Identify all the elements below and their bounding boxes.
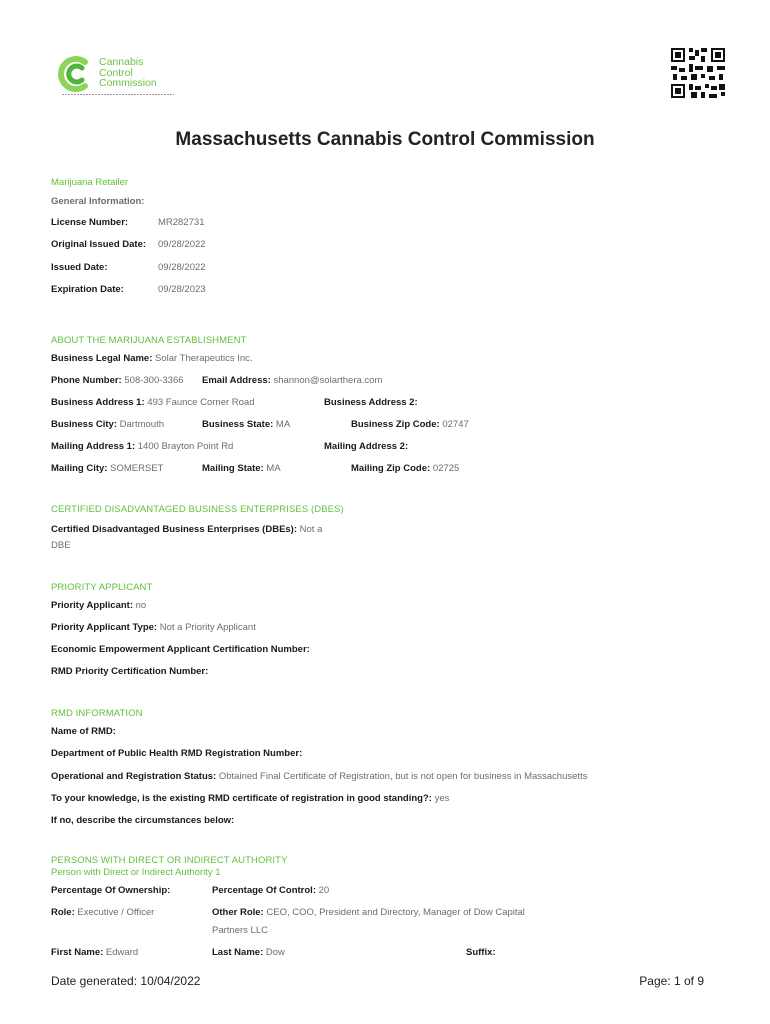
dbe-field xyxy=(51,524,322,535)
footer-page-number: Page: 1 of 9 xyxy=(639,974,704,988)
priority-applicant-label: Priority Applicant: xyxy=(51,600,133,611)
mailing-address-2-label: Mailing Address 2: xyxy=(324,441,409,452)
first-name-value: Edward xyxy=(105,947,139,958)
expiration-date-label: Expiration Date: xyxy=(51,284,124,295)
original-issued-label: Original Issued Date: xyxy=(51,239,147,250)
legal-name-label: Business Legal Name: xyxy=(51,353,153,364)
expiration-date-value: 09/28/2023 xyxy=(158,284,206,295)
control-label: Percentage Of Control: xyxy=(212,885,316,896)
business-zip-field xyxy=(351,419,469,430)
email-value: shannon@solarthera.com xyxy=(273,375,383,386)
mailing-address-1-label: Mailing Address 1: xyxy=(51,441,136,452)
logo-line-3: Commission xyxy=(99,77,157,89)
mailing-city-value: SOMERSET xyxy=(110,463,164,474)
issued-date-value: 09/28/2022 xyxy=(158,262,206,273)
dbe-value-line-1: Not a xyxy=(299,524,323,535)
original-issued-value: 09/28/2022 xyxy=(158,239,206,250)
circumstances-label: If no, describe the circumstances below: xyxy=(51,815,235,826)
business-address-1-value: 493 Faunce Corner Road xyxy=(147,397,255,408)
business-zip-label: Business Zip Code: xyxy=(351,419,440,430)
mailing-state-value: MA xyxy=(266,463,281,474)
phone-field xyxy=(51,375,184,386)
good-standing-value: yes xyxy=(434,793,450,804)
business-state-label: Business State: xyxy=(202,419,274,430)
last-name-value: Dow xyxy=(265,947,285,958)
ownership-label: Percentage Of Ownership: xyxy=(51,885,171,896)
section-heading-dbe: CERTIFIED DISADVANTAGED BUSINESS ENTERPRISES (DBES) xyxy=(51,504,344,515)
good-standing-field xyxy=(51,793,449,804)
other-role-value-line-2: Partners LLC xyxy=(212,925,268,936)
email-field xyxy=(202,375,382,386)
role-value: Executive / Officer xyxy=(77,907,155,918)
eea-certification-label: Economic Empowerment Applicant Certification Number: xyxy=(51,644,310,655)
section-heading-authority: PERSONS WITH DIRECT OR INDIRECT AUTHORITY xyxy=(51,855,288,866)
other-role-value-line-1: CEO, COO, President and Directory, Manager of Dow Capital xyxy=(266,907,525,918)
mailing-address-1-value: 1400 Brayton Point Rd xyxy=(137,441,234,452)
business-city-value: Dartmouth xyxy=(119,419,164,430)
license-type: Marijuana Retailer xyxy=(51,177,129,188)
person-heading: Person with Direct or Indirect Authority 1 xyxy=(51,867,221,878)
operational-status-value: Obtained Final Certificate of Registration, but is not open for business in Massachusetts xyxy=(218,771,588,782)
operational-status-field xyxy=(51,771,587,782)
priority-applicant-value: no xyxy=(135,600,147,611)
other-role-field xyxy=(212,907,525,918)
issued-date-label: Issued Date: xyxy=(51,262,108,273)
business-address-1-label: Business Address 1: xyxy=(51,397,145,408)
business-city-field xyxy=(51,419,164,430)
rmd-name-label: Name of RMD: xyxy=(51,726,116,737)
mailing-state-label: Mailing State: xyxy=(202,463,264,474)
dbe-label: Certified Disadvantaged Business Enterprises (DBEs): xyxy=(51,524,298,535)
phone-label: Phone Number: xyxy=(51,375,122,386)
role-field xyxy=(51,907,154,918)
first-name-field xyxy=(51,947,138,958)
legal-name-field xyxy=(51,353,253,364)
email-label: Email Address: xyxy=(202,375,271,386)
mailing-city-label: Mailing City: xyxy=(51,463,108,474)
logo-tagline-decoration xyxy=(62,93,174,96)
business-zip-value: 02747 xyxy=(442,419,469,430)
dph-registration-label: Department of Public Health RMD Registration Number: xyxy=(51,748,303,759)
phone-value: 508-300-3366 xyxy=(124,375,184,386)
mailing-zip-label: Mailing Zip Code: xyxy=(351,463,431,474)
logo-line-1: Cannabis xyxy=(99,56,144,68)
legal-name-value: Solar Therapeutics Inc. xyxy=(155,353,253,364)
mailing-zip-field xyxy=(351,463,459,474)
mailing-zip-value: 02725 xyxy=(432,463,460,474)
control-field xyxy=(212,885,329,896)
business-city-label: Business City: xyxy=(51,419,117,430)
section-heading-establishment: ABOUT THE MARIJUANA ESTABLISHMENT xyxy=(51,335,247,346)
logo xyxy=(55,54,99,94)
business-address-2-label: Business Address 2: xyxy=(324,397,418,408)
priority-type-value: Not a Priority Applicant xyxy=(159,622,256,633)
mailing-state-field xyxy=(202,463,281,474)
license-number-label: License Number: xyxy=(51,217,129,228)
other-role-label: Other Role: xyxy=(212,907,264,918)
priority-type-field xyxy=(51,622,256,633)
logo-line-2: Control xyxy=(99,66,133,79)
suffix-label: Suffix: xyxy=(466,947,496,958)
mailing-address-1-field xyxy=(51,441,233,452)
general-info-label: General Information: xyxy=(51,196,145,207)
priority-type-label: Priority Applicant Type: xyxy=(51,622,158,633)
role-label: Role: xyxy=(51,907,75,918)
business-state-field xyxy=(202,419,290,430)
control-value: 20 xyxy=(318,885,330,896)
logo-wordmark xyxy=(99,57,157,89)
mailing-city-field xyxy=(51,463,163,474)
priority-applicant-field xyxy=(51,600,146,611)
page-title: Massachusetts Cannabis Control Commission xyxy=(175,129,595,150)
section-heading-rmd: RMD INFORMATION xyxy=(51,708,143,719)
business-state-value: MA xyxy=(275,419,291,430)
last-name-field xyxy=(212,947,285,958)
dbe-value-line-2: DBE xyxy=(51,540,71,551)
operational-status-label: Operational and Registration Status: xyxy=(51,771,217,782)
last-name-label: Last Name: xyxy=(212,947,264,958)
first-name-label: First Name: xyxy=(51,947,104,958)
rmd-priority-certification-label: RMD Priority Certification Number: xyxy=(51,666,209,677)
business-address-1-field xyxy=(51,397,255,408)
qr-code-icon xyxy=(671,48,725,98)
good-standing-label: To your knowledge, is the existing RMD certificate of registration in good standing?: xyxy=(51,793,432,804)
license-number-value: MR282731 xyxy=(158,217,205,228)
section-heading-priority: PRIORITY APPLICANT xyxy=(51,582,153,593)
logo-mark-icon xyxy=(55,54,99,94)
footer-date-generated: Date generated: 10/04/2022 xyxy=(51,974,201,988)
